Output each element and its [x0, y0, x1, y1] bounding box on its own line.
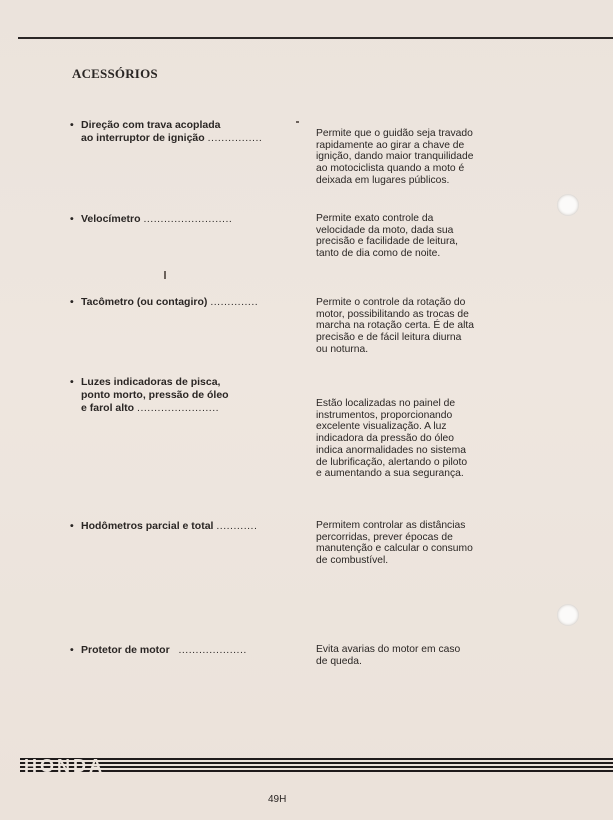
- item-label-luzes: • Luzes indicadoras de pisca, ponto morto, pressão de óleo e farol alto ........................: [70, 376, 229, 414]
- bullet-icon: •: [70, 119, 74, 131]
- punch-hole: [557, 194, 579, 216]
- item-label-direcao: • Direção com trava acoplada ao interruptor de ignição ................: [70, 119, 263, 144]
- item-desc-protetor: Evita avarias do motor em caso de queda.: [316, 644, 461, 667]
- item-desc-luzes: Estão localizadas no painel de instrumentos, proporcionando excelente visualização. A luz indicadora da pressão do óleo indica anormalidades no sistema de lubrificação, alertando o piloto e aumentando a sua segurança.: [316, 398, 468, 480]
- honda-logo: [20, 756, 170, 774]
- item-label-velocimetro: • Velocímetro ..........................: [70, 213, 233, 225]
- section-title: ACESSÓRIOS: [72, 66, 158, 81]
- bullet-icon: •: [70, 213, 74, 225]
- item-label-tacometro: • Tacômetro (ou contagiro) ..............: [70, 296, 259, 308]
- item-label-protetor: • Protetor de motor ....................: [70, 644, 247, 656]
- item-label-hodometros: • Hodômetros parcial e total ............: [70, 520, 258, 532]
- punch-hole: [557, 604, 579, 626]
- bullet-icon: •: [70, 644, 74, 656]
- speck: [296, 121, 299, 123]
- page-number: 49H: [268, 794, 287, 805]
- item-desc-tacometro: Permite o controle da rotação do motor, possibilitando as trocas de marcha na rotação certa. É de alta precisão e de fácil leitura diurna ou noturna.: [316, 297, 474, 355]
- bullet-icon: •: [70, 296, 74, 308]
- honda-brand-band: [20, 756, 613, 774]
- brand-logo-text: HONDA: [24, 756, 105, 774]
- item-desc-hodometros: Permitem controlar as distâncias percorridas, prever épocas de manutenção e calcular o consumo de combustível.: [316, 520, 473, 567]
- item-desc-direcao: Permite que o guidão seja travado rapidamente ao girar a chave de ignição, dando maior tranquilidade ao motociclista quando a moto é deixada em lugares públicos.: [316, 128, 474, 186]
- bullet-icon: •: [70, 520, 74, 532]
- speck: [164, 271, 166, 279]
- bullet-icon: •: [70, 376, 74, 388]
- item-desc-velocimetro: Permite exato controle da velocidade da moto, dada sua precisão e facilidade de leitura, tanto de dia como de noite.: [316, 213, 458, 260]
- top-rule: [18, 37, 613, 39]
